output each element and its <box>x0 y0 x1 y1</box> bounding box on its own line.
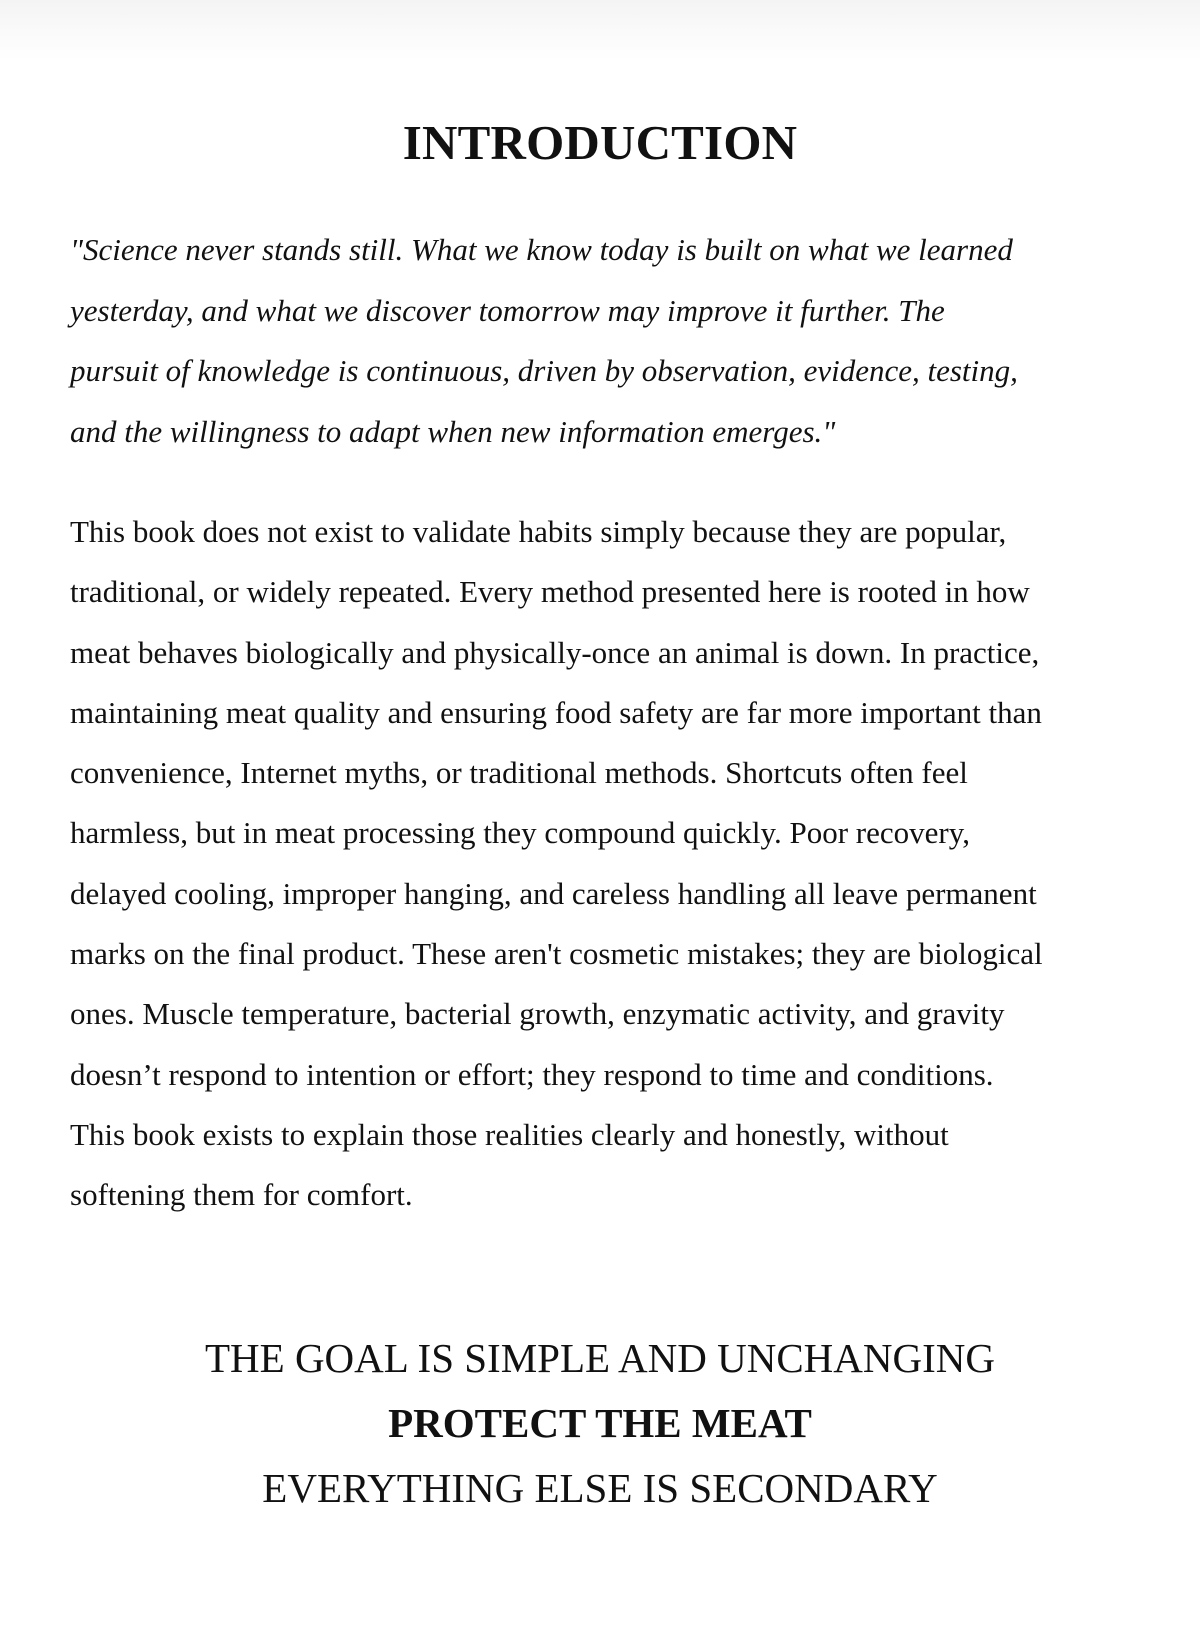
goal-line-1: THE GOAL IS SIMPLE AND UNCHANGING <box>205 1335 995 1381</box>
body-line: This book exists to explain those realities clearly and honestly, without <box>70 1116 949 1152</box>
goal-line-2: PROTECT THE MEAT <box>388 1400 812 1446</box>
epigraph-quote <box>70 220 1150 462</box>
body-line: This book does not exist to validate habits simply because they are popular, <box>70 514 1007 549</box>
body-line: ones. Muscle temperature, bacterial growth, enzymatic activity, and gravity <box>70 996 1005 1032</box>
body-line: delayed cooling, improper hanging, and careless handling all leave permanent <box>70 875 1037 911</box>
body-line: softening them for comfort. <box>70 1177 413 1213</box>
quote-line: "Science never stands still. What we know today is built on what we learned <box>70 232 1013 267</box>
body-line: harmless, but in meat processing they compound quickly. Poor recovery, <box>70 815 970 851</box>
body-line: maintaining meat quality and ensuring food safety are far more important than <box>70 694 1042 730</box>
goal-line-3: EVERYTHING ELSE IS SECONDARY <box>262 1465 938 1511</box>
body-line: convenience, Internet myths, or traditional methods. Shortcuts often feel <box>70 755 968 791</box>
quote-line: and the willingness to adapt when new information emerges." <box>70 413 836 449</box>
body-line: meat behaves biologically and physically-once an animal is down. In practice, <box>70 634 1040 670</box>
quote-line: yesterday, and what we discover tomorrow may improve it further. The <box>70 292 945 328</box>
body-line: doesn’t respond to intention or effort; they respond to time and conditions. <box>70 1056 994 1092</box>
body-paragraph <box>70 502 1150 1226</box>
goal-statement <box>0 1326 1200 1521</box>
quote-line: pursuit of knowledge is continuous, driven by observation, evidence, testing, <box>70 353 1018 388</box>
page-title: INTRODUCTION <box>402 115 798 170</box>
body-line: marks on the final product. These aren't cosmetic mistakes; they are biological <box>70 936 1043 972</box>
body-line: traditional, or widely repeated. Every method presented here is rooted in how <box>70 574 1030 610</box>
